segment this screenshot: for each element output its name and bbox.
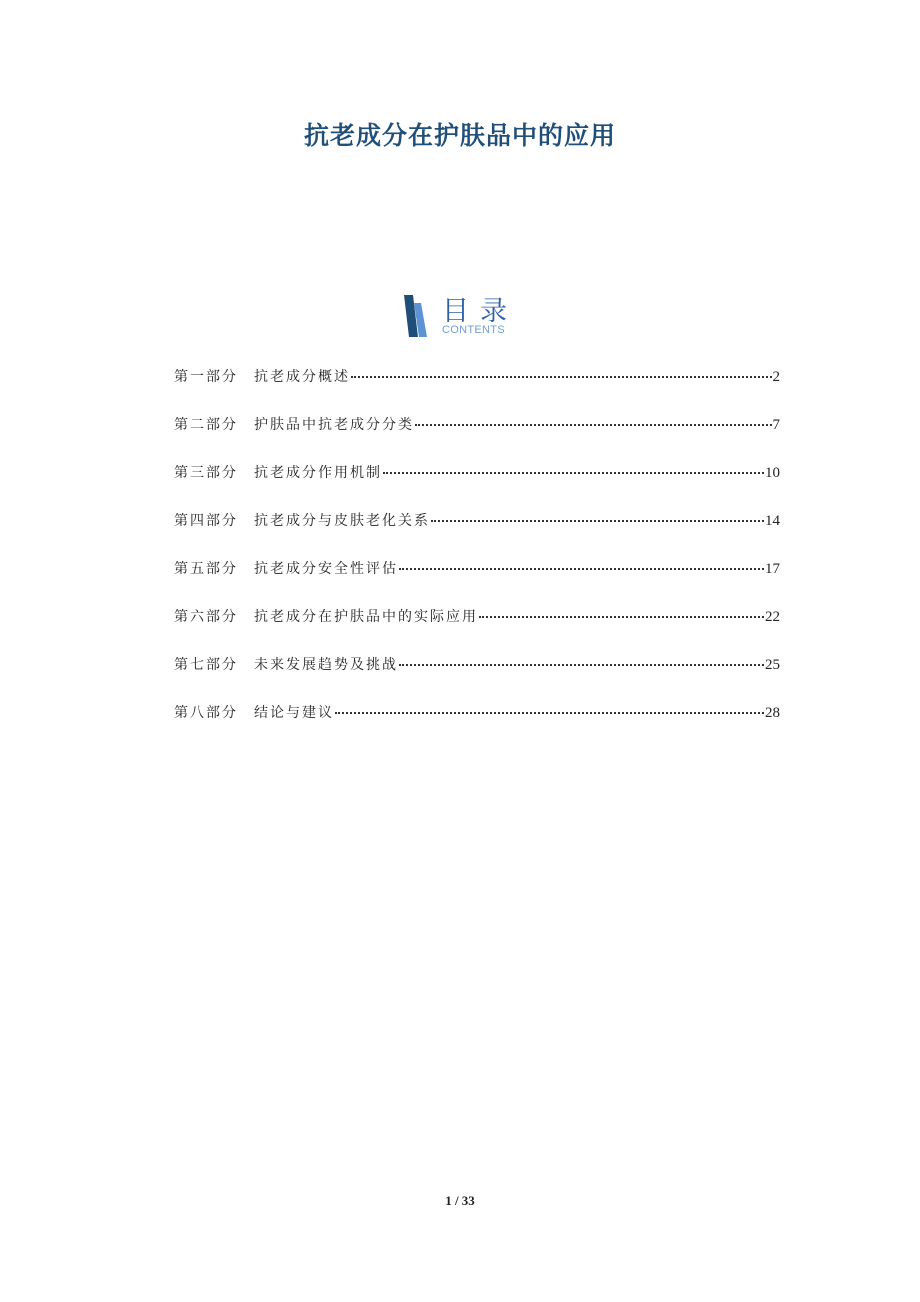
toc-entry[interactable] (174, 702, 780, 750)
toc-entry-page: 28 (765, 705, 780, 721)
toc-entry-part: 第七部分 (174, 657, 238, 673)
toc-entry-page: 17 (765, 561, 780, 577)
toc-entry[interactable] (174, 510, 780, 558)
toc-entry-part: 第二部分 (174, 417, 238, 433)
toc-entry-title: 抗老成分安全性评估 (254, 561, 398, 577)
toc-list (174, 366, 780, 750)
toc-entry-part: 第五部分 (174, 561, 238, 577)
toc-subheading: CONTENTS (442, 324, 505, 336)
document-title: 抗老成分在护肤品中的应用 (303, 121, 616, 150)
toc-entry-page: 7 (772, 417, 780, 433)
toc-entry[interactable] (174, 366, 780, 414)
toc-entry-page: 2 (772, 369, 780, 385)
toc-entry-title: 抗老成分作用机制 (254, 465, 382, 481)
toc-entry-title: 抗老成分与皮肤老化关系 (254, 513, 430, 529)
toc-entry-title: 结论与建议 (254, 705, 334, 721)
toc-entry[interactable] (174, 558, 780, 606)
toc-entry-part: 第六部分 (174, 609, 238, 625)
toc-entry-part: 第四部分 (174, 513, 238, 529)
toc-entry-title: 抗老成分概述 (254, 369, 350, 385)
toc-leader-dots (383, 472, 764, 474)
toc-entry-page: 22 (765, 609, 780, 625)
toc-entry-page: 14 (765, 513, 780, 529)
toc-entry-part: 第八部分 (174, 705, 238, 721)
toc-leader-dots (351, 376, 772, 378)
toc-leader-dots (479, 616, 764, 618)
toc-header (404, 292, 534, 340)
toc-entry-part: 第一部分 (174, 369, 238, 385)
toc-leader-dots (399, 664, 764, 666)
toc-entry[interactable] (174, 462, 780, 510)
toc-entry-title: 护肤品中抗老成分分类 (254, 417, 414, 433)
toc-entry-title: 未来发展趋势及挑战 (254, 657, 398, 673)
toc-entry-title: 抗老成分在护肤品中的实际应用 (254, 609, 478, 625)
toc-leader-dots (415, 424, 772, 426)
toc-entry-part: 第三部分 (174, 465, 238, 481)
toc-entry-page: 10 (765, 465, 780, 481)
page-number: 1 / 33 (445, 1193, 475, 1208)
toc-entry[interactable] (174, 654, 780, 702)
book-spine-icon (404, 295, 430, 337)
toc-heading: 目录 (442, 296, 518, 327)
toc-entry-page: 25 (765, 657, 780, 673)
toc-leader-dots (335, 712, 764, 714)
toc-leader-dots (431, 520, 764, 522)
toc-entry[interactable] (174, 606, 780, 654)
toc-leader-dots (399, 568, 764, 570)
toc-entry[interactable] (174, 414, 780, 462)
